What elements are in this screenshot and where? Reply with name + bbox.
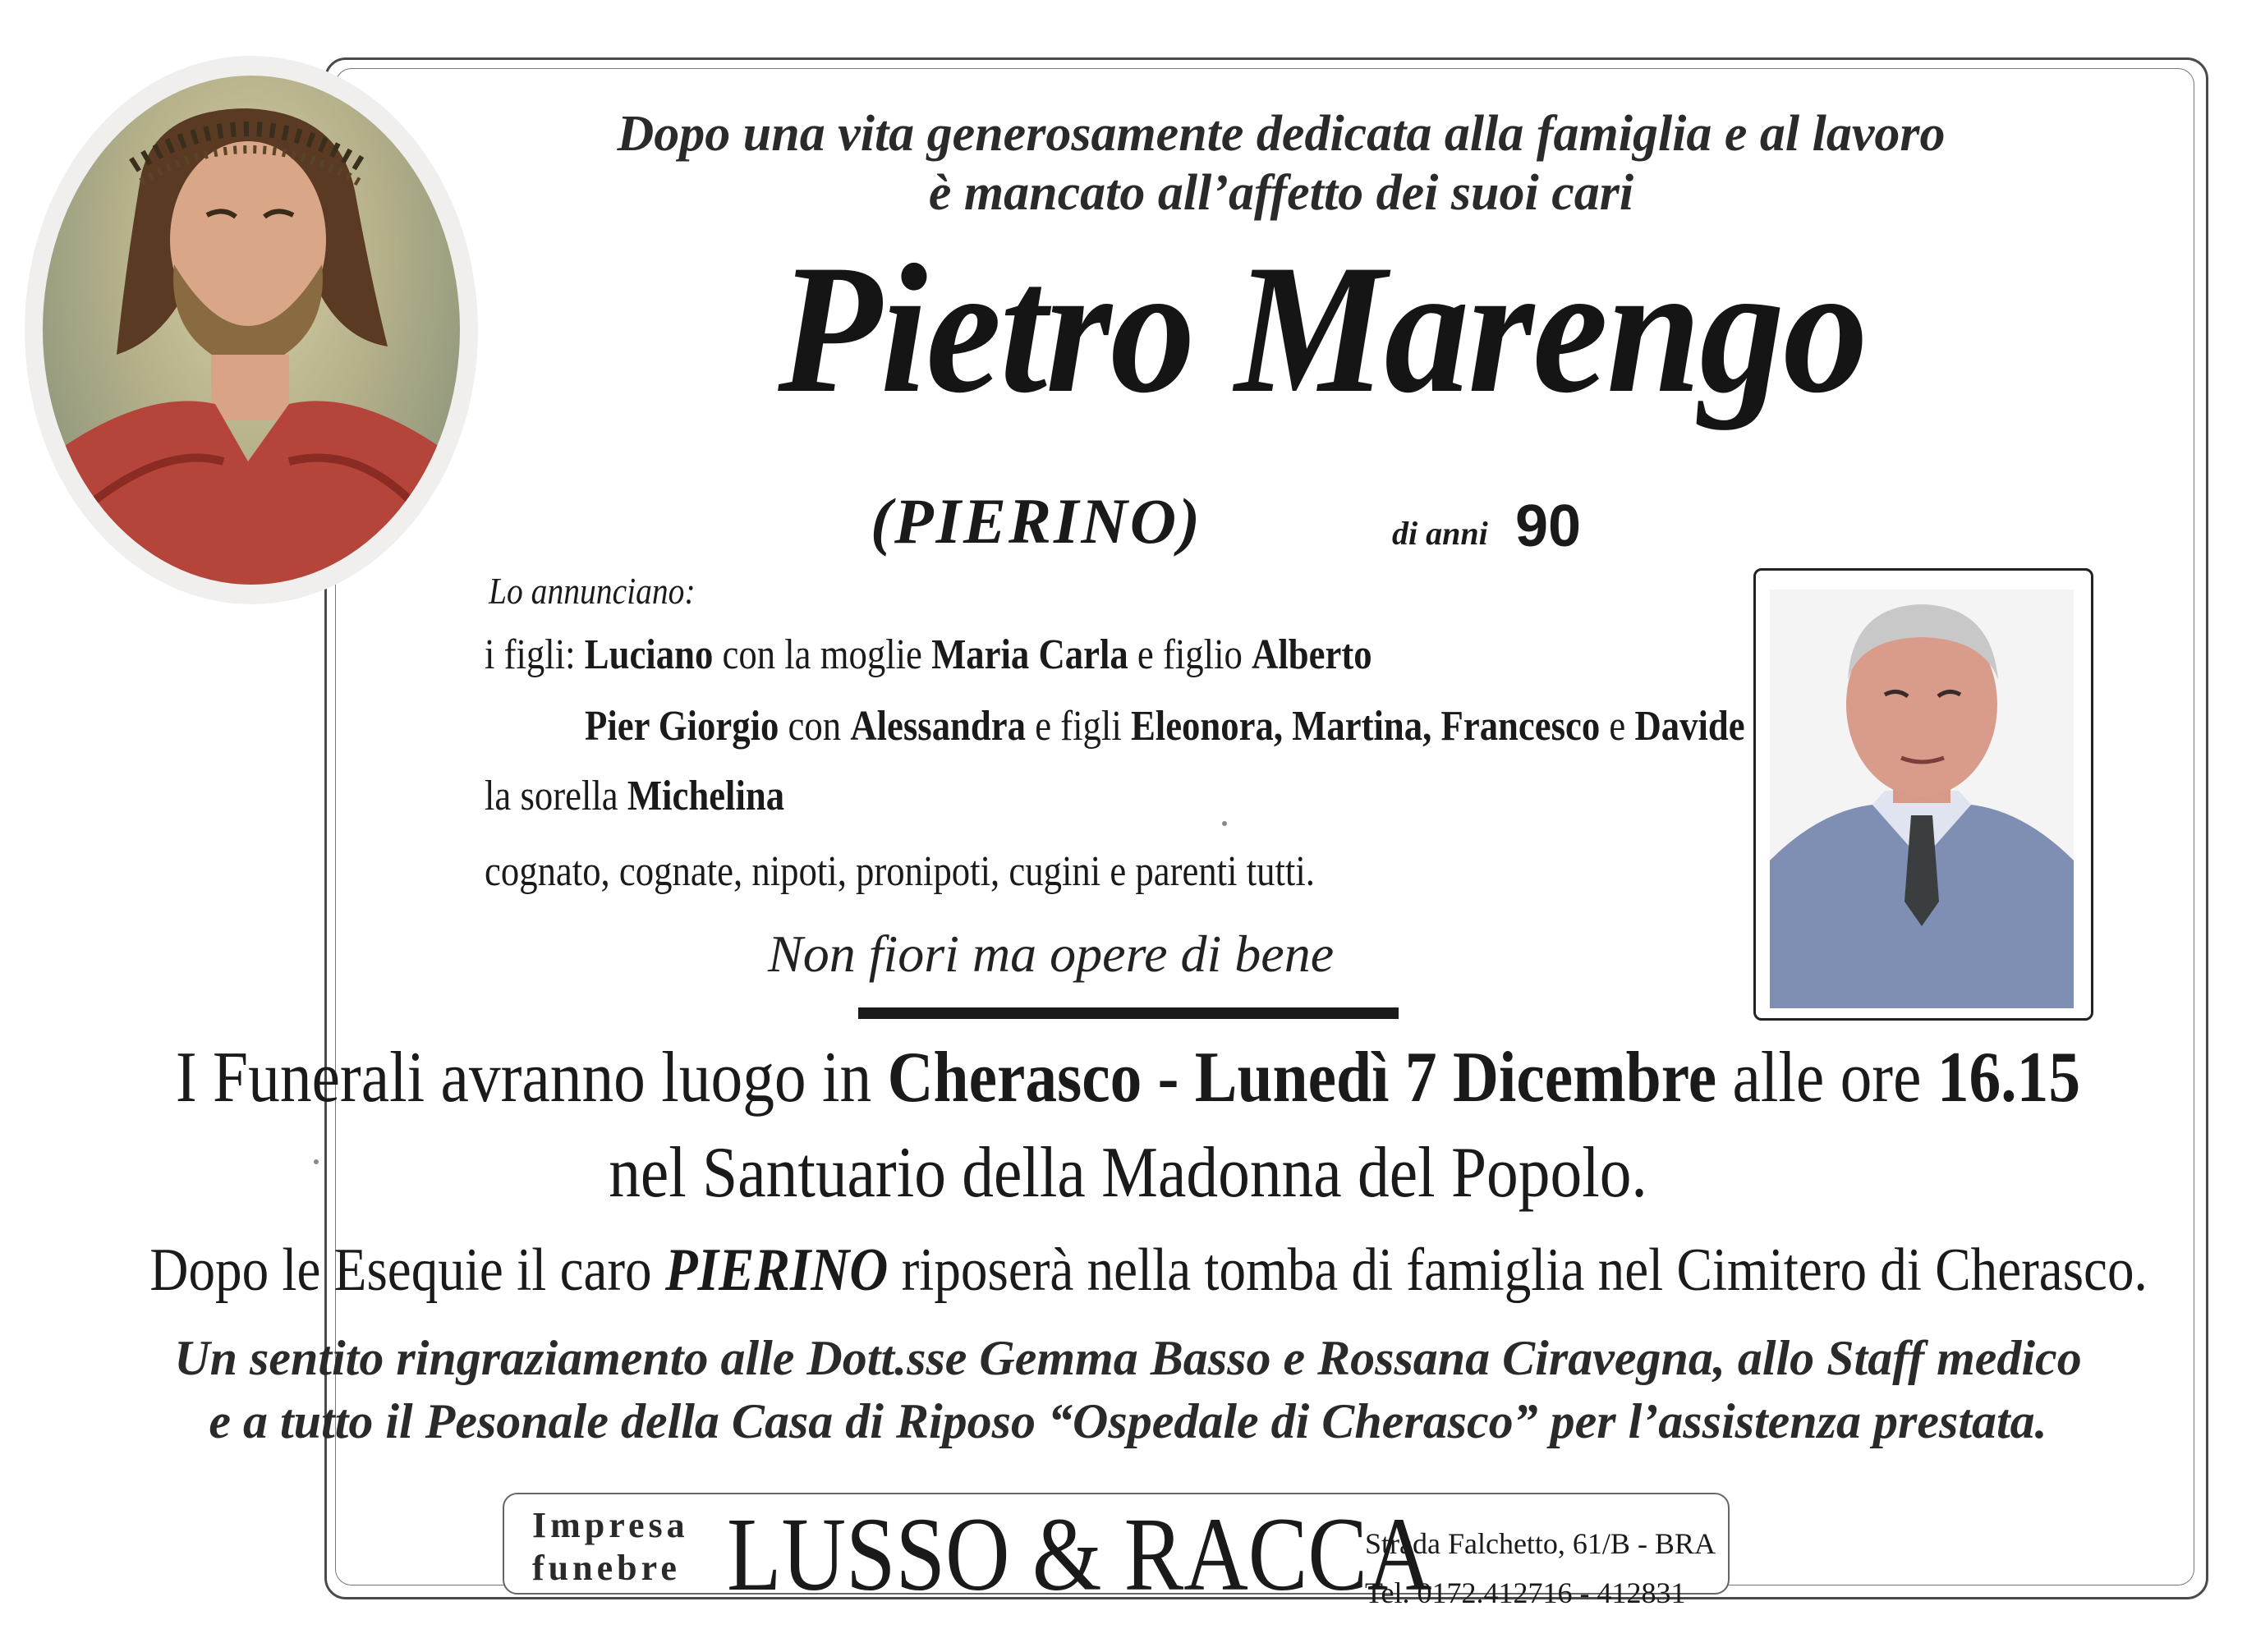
intro-line-1: Dopo una vita generosamente dedicata alla famiglia e al lavoro	[617, 106, 1946, 162]
text: e	[1600, 703, 1635, 750]
text: i figli:	[485, 631, 585, 678]
text: con la moglie	[713, 631, 932, 678]
text: funebre	[532, 1548, 681, 1588]
announcement-line-others: cognato, cognate, nipoti, pronipoti, cugini e parenti tutti.	[485, 848, 1315, 895]
christ-crown-of-thorns-image	[43, 76, 460, 585]
age-value: 90	[1515, 493, 1582, 559]
text: la sorella	[485, 773, 627, 819]
announcement-heading: Lo annunciano:	[489, 570, 696, 612]
text: alle ore	[1716, 1038, 1937, 1117]
text: con	[779, 703, 851, 750]
funeral-time: 16.15	[1937, 1038, 2081, 1117]
burial-line	[149, 1236, 2148, 1306]
relative-name: Eleonora, Martina, Francesco	[1130, 703, 1601, 750]
announcement-line-children	[485, 631, 1372, 679]
age-label: di anni	[1392, 515, 1488, 552]
elderly-man-portrait-image	[1770, 590, 2074, 1008]
deceased-name: Pietro Marengo	[778, 226, 1867, 431]
relative-name: Alessandra	[850, 703, 1027, 750]
funeral-line-1	[149, 1036, 2106, 1119]
relative-name: Pier Giorgio	[585, 703, 779, 750]
intro-line-2: è mancato all’affetto dei suoi cari	[928, 165, 1634, 221]
scan-speck	[314, 1159, 319, 1164]
text: e figlio	[1128, 631, 1252, 678]
divider-bar	[858, 1007, 1399, 1019]
thanks-line-2: e a tutto il Pesonale della Casa di Riposo “Ospedale di Cherasco” per l’assistenza prestata.	[209, 1394, 2047, 1448]
relative-name: Alberto	[1252, 631, 1372, 678]
funeral-line-2: nel Santuario della Madonna del Popolo.	[609, 1133, 1647, 1213]
text: Impresa	[532, 1505, 689, 1545]
relative-name: Luciano	[584, 631, 714, 678]
nickname-emphasis: PIERINO	[664, 1237, 889, 1304]
funeral-home-label	[532, 1504, 689, 1590]
no-flowers-note: Non fiori ma opere di bene	[768, 925, 1335, 983]
religious-image	[43, 76, 460, 585]
text: Dopo le Esequie il caro	[149, 1237, 665, 1304]
funeral-place-date: Cherasco - Lunedì 7 Dicembre	[887, 1038, 1717, 1117]
text: riposerà nella tomba di famiglia nel Cimitero di Cherasco.	[888, 1237, 2148, 1304]
portrait-photo	[1770, 590, 2074, 1008]
text: I Funerali avranno luogo in	[175, 1038, 888, 1117]
funeral-home-name: LUSSO & RACCA	[727, 1496, 1432, 1613]
deceased-nickname: (PIERINO)	[871, 485, 1203, 557]
funeral-home-address: Strada Falchetto, 61/B - BRA	[1365, 1527, 1716, 1560]
scan-speck	[1222, 821, 1227, 826]
relative-name: Davide	[1634, 703, 1745, 750]
funeral-home-contact	[1365, 1519, 1716, 1618]
relative-name: Maria Carla	[931, 631, 1128, 678]
announcement-line-sister	[485, 772, 784, 820]
announcement-line-children-2	[585, 702, 1745, 750]
relative-name: Michelina	[627, 773, 785, 819]
thanks-line-1: Un sentito ringraziamento alle Dott.sse Gemma Basso e Rossana Ciravegna, allo Staff medico	[174, 1331, 2082, 1385]
funeral-home-phone: Tel. 0172.412716 - 412831	[1365, 1576, 1686, 1609]
text: e figli	[1026, 703, 1131, 750]
